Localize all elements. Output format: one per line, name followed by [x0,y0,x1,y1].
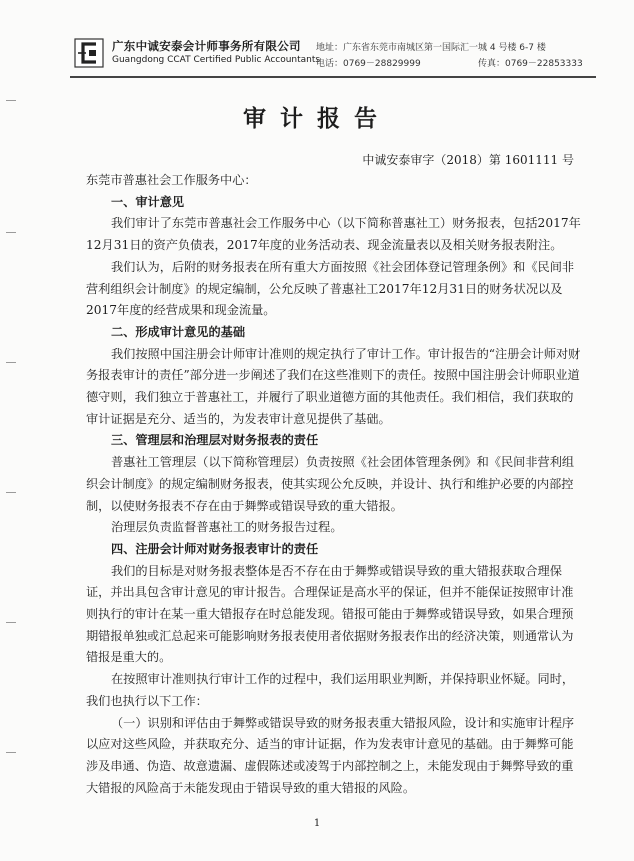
firm-address: 地址：广东省东莞市南城区第一国际汇一城 4 号楼 6-7 楼 [316,43,546,53]
section-heading: 二、形成审计意见的基础 [111,324,246,339]
paragraph: 我们的目标是对财务报表整体是否不存在由于舞弊或错误导致的重大错报获取合理保证，并出具包含审计意见的审计报告。合理保证是高水平的保证，但并不能保证按照审计准则执行的审计在某一重大错报存在时总能发现。错报可能由于舞弊或错误导致，如果合理预期错报单独或汇总起来可能影响财务报表使用者依据财务报表作出的经济决策，则通常认为错报是重大的。 [86,563,574,665]
paragraph: 我们按照中国注册会计师审计准则的规定执行了审计工作。审计报告的“注册会计师对财务报表审计的责任”部分进一步阐述了我们在这些准则下的责任。按照中国注册会计师职业道德守则，我们独立于普惠社工，并履行了职业道德方面的其他责任。我们相信，我们获取的审计证据是充分、适当的，为发表审计意见提供了基础。 [86,346,581,426]
paragraph: 治理层负责监督普惠社工的财务报告过程。 [111,520,343,535]
paragraph: （一）识别和评估由于舞弊或错误导致的财务报表重大错报风险，设计和实施审计程序以应对这些风险，并获取充分、适当的审计证据，作为发表审计意见的基础。由于舞弊可能涉及串通、伪造、故意遗漏、虚假陈述或凌驾于内部控制之上，未能发现由于舞弊导致的重大错报的风险高于未能发现由于错误导致的重大错报的风险。 [86,715,575,795]
paragraph: 普惠社工管理层（以下简称管理层）负责按照《社会团体管理条例》和《民间非营利组织会计制度》的规定编制财务报表，使其实现公允反映，并设计、执行和维护必要的内部控制，以使财务报表不存在由于舞弊或错误导致的重大错报。 [86,455,575,513]
paragraph: 我们审计了东莞市普惠社会工作服务中心（以下简称普惠社工）财务报表，包括2017年12月31日的资产负债表，2017年度的业务活动表、现金流量表以及相关财务报表附注。 [86,216,581,253]
document-number: 中诚安泰审字（2018）第 1601111 号 [362,153,574,167]
paragraph: 在按照审计准则执行审计工作的过程中，我们运用职业判断，并保持职业怀疑。同时，我们也执行以下工作： [86,672,575,708]
section-heading: 一、审计意见 [111,194,185,209]
firm-fax: 传真：0769－22853333 [478,59,583,69]
section-heading: 三、管理层和治理层对财务报表的责任 [111,433,319,448]
firm-name-cn: 广东中诚安泰会计师事务所有限公司 [112,39,301,53]
report-body [86,170,584,799]
firm-telephone: 电话：0769－28829999 [316,59,421,69]
firm-name-en: Guangdong CCAT Certified Public Accountants [112,55,321,65]
addressee: 东莞市普惠社会工作服务中心： [86,173,257,187]
firm-logo-icon [74,38,104,68]
letterhead-divider [70,76,596,78]
letterhead [74,38,594,74]
paragraph: 我们认为，后附的财务报表在所有重大方面按照《社会团体登记管理条例》和《民间非营利组织会计制度》的规定编制，公允反映了普惠社工2017年12月31日的财务状况以及2017年度的经营成果和现金流量。 [86,259,575,318]
report-title: 审计报告 [243,106,391,132]
section-heading: 四、注册会计师对财务报表审计的责任 [111,541,319,556]
page-number: 1 [313,818,321,829]
